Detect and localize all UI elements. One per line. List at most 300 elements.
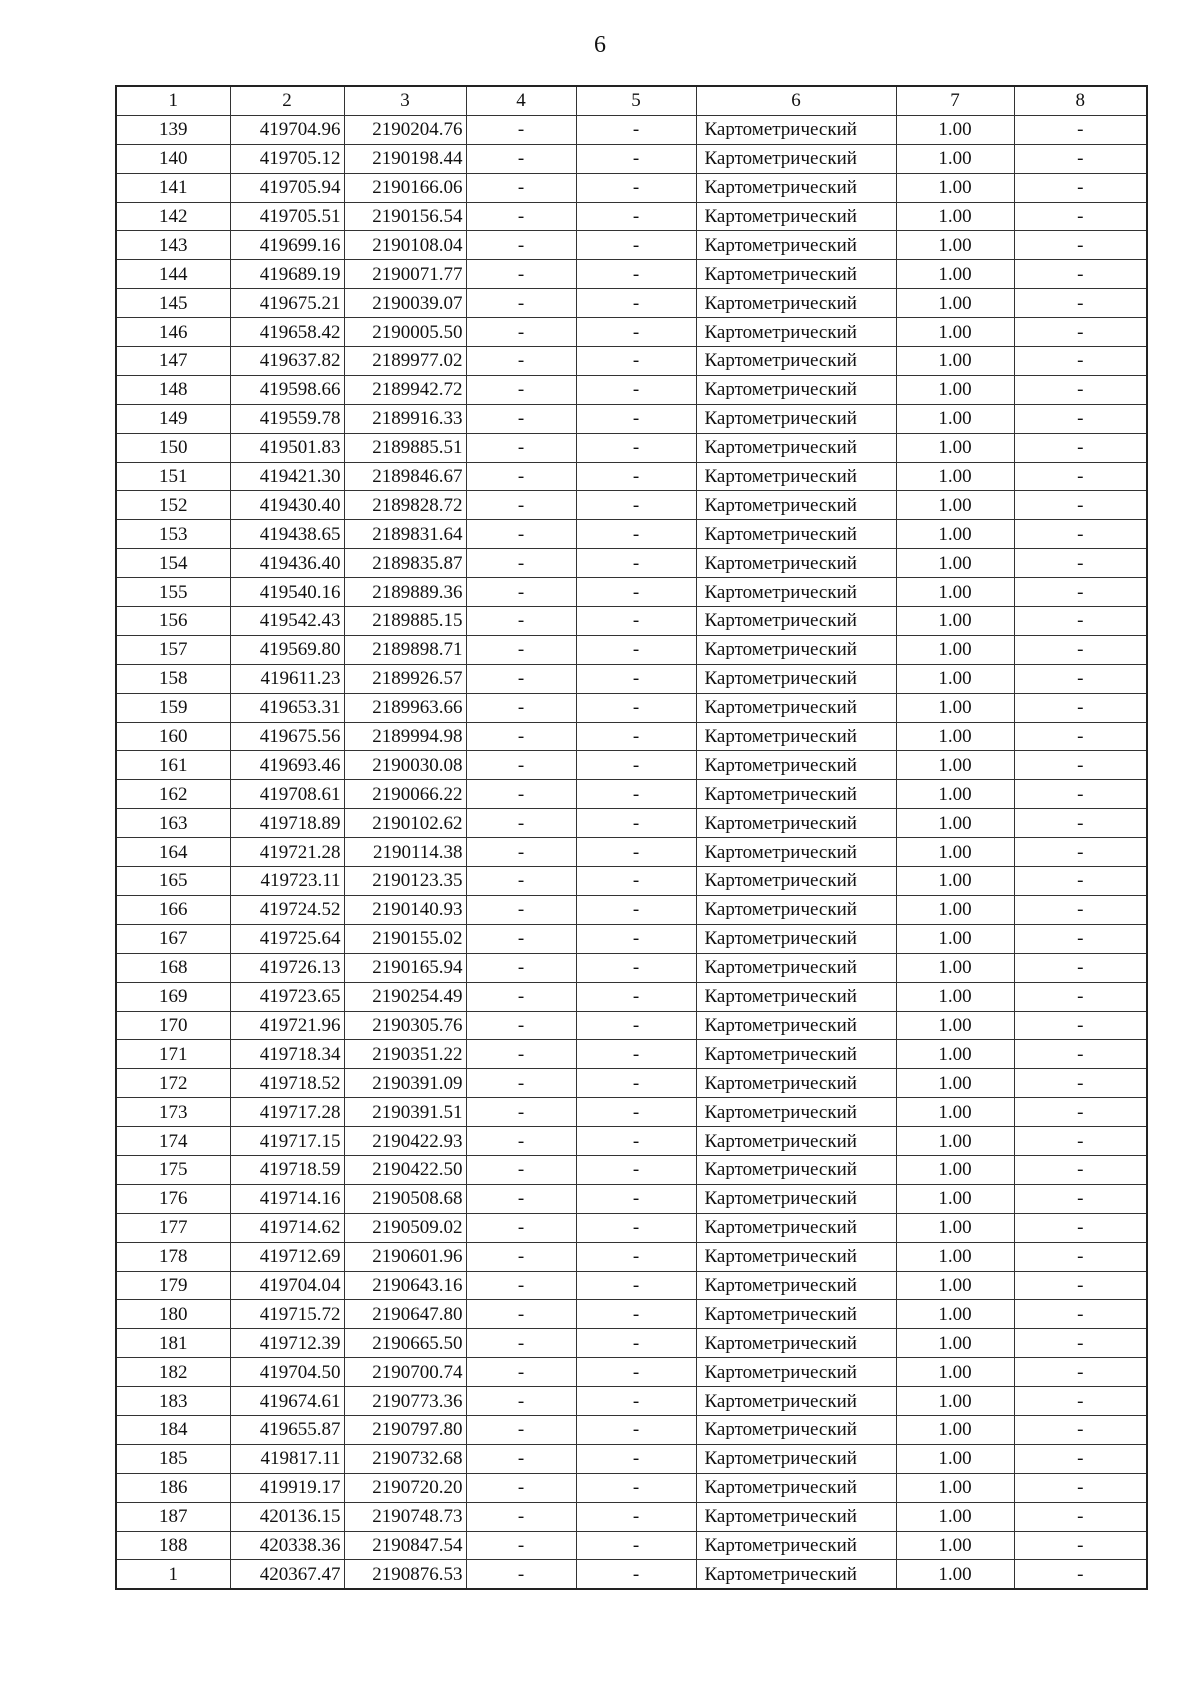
- col5-cell: -: [576, 1098, 696, 1127]
- point-number-cell: 149: [116, 404, 230, 433]
- col4-cell: -: [466, 924, 576, 953]
- method-cell: Картометрический: [696, 549, 896, 578]
- x-coordinate-cell: 419721.28: [230, 838, 344, 867]
- table-row: [116, 1069, 1147, 1098]
- y-coordinate-cell: 2190140.93: [344, 895, 466, 924]
- point-number-cell: 176: [116, 1184, 230, 1213]
- point-number-cell: 186: [116, 1473, 230, 1502]
- table-row: [116, 115, 1147, 144]
- col8-cell: -: [1014, 173, 1147, 202]
- col4-cell: -: [466, 1415, 576, 1444]
- point-number-cell: 167: [116, 924, 230, 953]
- point-number-cell: 139: [116, 115, 230, 144]
- accuracy-cell: 1.00: [896, 780, 1014, 809]
- point-number-cell: 145: [116, 289, 230, 318]
- col4-cell: -: [466, 1040, 576, 1069]
- y-coordinate-cell: 2190797.80: [344, 1415, 466, 1444]
- method-cell: Картометрический: [696, 404, 896, 433]
- col8-cell: -: [1014, 202, 1147, 231]
- x-coordinate-cell: 420367.47: [230, 1560, 344, 1589]
- col5-cell: -: [576, 1444, 696, 1473]
- table-row: [116, 607, 1147, 636]
- table-row: [116, 1473, 1147, 1502]
- col5-cell: -: [576, 1040, 696, 1069]
- method-cell: Картометрический: [696, 1271, 896, 1300]
- col8-cell: -: [1014, 722, 1147, 751]
- col5-cell: -: [576, 202, 696, 231]
- method-cell: Картометрический: [696, 1069, 896, 1098]
- col4-cell: -: [466, 1069, 576, 1098]
- col5-cell: -: [576, 1242, 696, 1271]
- y-coordinate-cell: 2189828.72: [344, 491, 466, 520]
- col4-cell: -: [466, 433, 576, 462]
- method-cell: Картометрический: [696, 173, 896, 202]
- y-coordinate-cell: 2190773.36: [344, 1387, 466, 1416]
- accuracy-cell: 1.00: [896, 462, 1014, 491]
- x-coordinate-cell: 419704.50: [230, 1358, 344, 1387]
- x-coordinate-cell: 419421.30: [230, 462, 344, 491]
- point-number-cell: 164: [116, 838, 230, 867]
- accuracy-cell: 1.00: [896, 1415, 1014, 1444]
- col4-cell: -: [466, 1242, 576, 1271]
- point-number-cell: 143: [116, 231, 230, 260]
- point-number-cell: 188: [116, 1531, 230, 1560]
- col4-cell: -: [466, 173, 576, 202]
- col8-cell: -: [1014, 404, 1147, 433]
- table-row: [116, 751, 1147, 780]
- col5-cell: -: [576, 780, 696, 809]
- col5-cell: -: [576, 1069, 696, 1098]
- accuracy-cell: 1.00: [896, 1040, 1014, 1069]
- point-number-cell: 178: [116, 1242, 230, 1271]
- col8-cell: -: [1014, 780, 1147, 809]
- col5-cell: -: [576, 462, 696, 491]
- y-coordinate-cell: 2190422.50: [344, 1155, 466, 1184]
- accuracy-cell: 1.00: [896, 318, 1014, 347]
- table-row: [116, 549, 1147, 578]
- y-coordinate-cell: 2190305.76: [344, 1011, 466, 1040]
- method-cell: Картометрический: [696, 520, 896, 549]
- x-coordinate-cell: 419723.11: [230, 867, 344, 896]
- method-cell: Картометрический: [696, 1300, 896, 1329]
- col4-cell: -: [466, 375, 576, 404]
- point-number-cell: 184: [116, 1415, 230, 1444]
- col8-cell: -: [1014, 347, 1147, 376]
- y-coordinate-cell: 2190114.38: [344, 838, 466, 867]
- accuracy-cell: 1.00: [896, 375, 1014, 404]
- method-cell: Картометрический: [696, 1127, 896, 1156]
- col8-cell: -: [1014, 924, 1147, 953]
- col8-cell: -: [1014, 1242, 1147, 1271]
- accuracy-cell: 1.00: [896, 231, 1014, 260]
- table-row: [116, 1560, 1147, 1589]
- point-number-cell: 172: [116, 1069, 230, 1098]
- method-cell: Картометрический: [696, 462, 896, 491]
- col8-cell: -: [1014, 1127, 1147, 1156]
- col5-cell: -: [576, 838, 696, 867]
- accuracy-cell: 1.00: [896, 1271, 1014, 1300]
- col5-cell: -: [576, 1358, 696, 1387]
- col8-cell: -: [1014, 578, 1147, 607]
- y-coordinate-cell: 2189831.64: [344, 520, 466, 549]
- point-number-cell: 163: [116, 809, 230, 838]
- point-number-cell: 158: [116, 664, 230, 693]
- y-coordinate-cell: 2189942.72: [344, 375, 466, 404]
- y-coordinate-cell: 2189885.15: [344, 607, 466, 636]
- col4-cell: -: [466, 520, 576, 549]
- point-number-cell: 157: [116, 635, 230, 664]
- method-cell: Картометрический: [696, 1531, 896, 1560]
- accuracy-cell: 1.00: [896, 404, 1014, 433]
- table-row: [116, 289, 1147, 318]
- col5-cell: -: [576, 375, 696, 404]
- table-row: [116, 404, 1147, 433]
- x-coordinate-cell: 419501.83: [230, 433, 344, 462]
- y-coordinate-cell: 2190039.07: [344, 289, 466, 318]
- table-row: [116, 664, 1147, 693]
- y-coordinate-cell: 2190509.02: [344, 1213, 466, 1242]
- table-header-row: [116, 86, 1147, 115]
- method-cell: Картометрический: [696, 491, 896, 520]
- accuracy-cell: 1.00: [896, 924, 1014, 953]
- col4-cell: -: [466, 607, 576, 636]
- col4-cell: -: [466, 635, 576, 664]
- accuracy-cell: 1.00: [896, 1069, 1014, 1098]
- y-coordinate-cell: 2189916.33: [344, 404, 466, 433]
- method-cell: Картометрический: [696, 722, 896, 751]
- point-number-cell: 140: [116, 144, 230, 173]
- x-coordinate-cell: 419717.15: [230, 1127, 344, 1156]
- x-coordinate-cell: 419705.94: [230, 173, 344, 202]
- point-number-cell: 162: [116, 780, 230, 809]
- accuracy-cell: 1.00: [896, 347, 1014, 376]
- y-coordinate-cell: 2190508.68: [344, 1184, 466, 1213]
- point-number-cell: 142: [116, 202, 230, 231]
- y-coordinate-cell: 2189977.02: [344, 347, 466, 376]
- y-coordinate-cell: 2190102.62: [344, 809, 466, 838]
- y-coordinate-cell: 2190165.94: [344, 953, 466, 982]
- col4-cell: -: [466, 780, 576, 809]
- y-coordinate-cell: 2190643.16: [344, 1271, 466, 1300]
- col4-cell: -: [466, 1011, 576, 1040]
- accuracy-cell: 1.00: [896, 1329, 1014, 1358]
- table-row: [116, 1184, 1147, 1213]
- method-cell: Картометрический: [696, 1387, 896, 1416]
- x-coordinate-cell: 419726.13: [230, 953, 344, 982]
- method-cell: Картометрический: [696, 231, 896, 260]
- accuracy-cell: 1.00: [896, 838, 1014, 867]
- accuracy-cell: 1.00: [896, 1098, 1014, 1127]
- y-coordinate-cell: 2190391.51: [344, 1098, 466, 1127]
- col4-cell: -: [466, 895, 576, 924]
- col8-cell: -: [1014, 895, 1147, 924]
- col4-cell: -: [466, 289, 576, 318]
- col8-cell: -: [1014, 809, 1147, 838]
- col8-cell: -: [1014, 1415, 1147, 1444]
- table-row: [116, 520, 1147, 549]
- x-coordinate-cell: 419712.69: [230, 1242, 344, 1271]
- point-number-cell: 155: [116, 578, 230, 607]
- col5-cell: -: [576, 867, 696, 896]
- point-number-cell: 180: [116, 1300, 230, 1329]
- accuracy-cell: 1.00: [896, 1184, 1014, 1213]
- table-row: [116, 1098, 1147, 1127]
- point-number-cell: 152: [116, 491, 230, 520]
- method-cell: Картометрический: [696, 664, 896, 693]
- y-coordinate-cell: 2190254.49: [344, 982, 466, 1011]
- point-number-cell: 159: [116, 693, 230, 722]
- x-coordinate-cell: 419717.28: [230, 1098, 344, 1127]
- col4-cell: -: [466, 838, 576, 867]
- col5-cell: -: [576, 1329, 696, 1358]
- col8-cell: -: [1014, 1502, 1147, 1531]
- x-coordinate-cell: 419718.52: [230, 1069, 344, 1098]
- col4-cell: -: [466, 1444, 576, 1473]
- col8-cell: -: [1014, 231, 1147, 260]
- col4-cell: -: [466, 231, 576, 260]
- header-cell: 6: [696, 86, 896, 115]
- col8-cell: -: [1014, 1358, 1147, 1387]
- col8-cell: -: [1014, 1444, 1147, 1473]
- x-coordinate-cell: 419718.34: [230, 1040, 344, 1069]
- method-cell: Картометрический: [696, 347, 896, 376]
- accuracy-cell: 1.00: [896, 953, 1014, 982]
- col4-cell: -: [466, 693, 576, 722]
- col8-cell: -: [1014, 1213, 1147, 1242]
- table-row: [116, 578, 1147, 607]
- y-coordinate-cell: 2190647.80: [344, 1300, 466, 1329]
- method-cell: Картометрический: [696, 809, 896, 838]
- table-row: [116, 318, 1147, 347]
- x-coordinate-cell: 419705.51: [230, 202, 344, 231]
- method-cell: Картометрический: [696, 1098, 896, 1127]
- y-coordinate-cell: 2190876.53: [344, 1560, 466, 1589]
- x-coordinate-cell: 419723.65: [230, 982, 344, 1011]
- col5-cell: -: [576, 433, 696, 462]
- accuracy-cell: 1.00: [896, 1242, 1014, 1271]
- method-cell: Картометрический: [696, 1242, 896, 1271]
- method-cell: Картометрический: [696, 635, 896, 664]
- table-body: [116, 115, 1147, 1589]
- point-number-cell: 175: [116, 1155, 230, 1184]
- col4-cell: -: [466, 115, 576, 144]
- table-row: [116, 375, 1147, 404]
- method-cell: Картометрический: [696, 433, 896, 462]
- accuracy-cell: 1.00: [896, 433, 1014, 462]
- col4-cell: -: [466, 867, 576, 896]
- table-row: [116, 173, 1147, 202]
- method-cell: Картометрический: [696, 693, 896, 722]
- col5-cell: -: [576, 607, 696, 636]
- x-coordinate-cell: 419708.61: [230, 780, 344, 809]
- table-row: [116, 1213, 1147, 1242]
- accuracy-cell: 1.00: [896, 664, 1014, 693]
- accuracy-cell: 1.00: [896, 809, 1014, 838]
- y-coordinate-cell: 2189963.66: [344, 693, 466, 722]
- y-coordinate-cell: 2190351.22: [344, 1040, 466, 1069]
- col8-cell: -: [1014, 260, 1147, 289]
- method-cell: Картометрический: [696, 318, 896, 347]
- col4-cell: -: [466, 1098, 576, 1127]
- x-coordinate-cell: 419637.82: [230, 347, 344, 376]
- accuracy-cell: 1.00: [896, 1300, 1014, 1329]
- accuracy-cell: 1.00: [896, 1560, 1014, 1589]
- table-row: [116, 1011, 1147, 1040]
- y-coordinate-cell: 2190156.54: [344, 202, 466, 231]
- col5-cell: -: [576, 115, 696, 144]
- table-row: [116, 260, 1147, 289]
- method-cell: Картометрический: [696, 115, 896, 144]
- x-coordinate-cell: 419693.46: [230, 751, 344, 780]
- table-row: [116, 924, 1147, 953]
- col8-cell: -: [1014, 1184, 1147, 1213]
- accuracy-cell: 1.00: [896, 549, 1014, 578]
- point-number-cell: 183: [116, 1387, 230, 1416]
- method-cell: Картометрический: [696, 867, 896, 896]
- point-number-cell: 156: [116, 607, 230, 636]
- point-number-cell: 185: [116, 1444, 230, 1473]
- accuracy-cell: 1.00: [896, 635, 1014, 664]
- col4-cell: -: [466, 318, 576, 347]
- method-cell: Картометрический: [696, 1040, 896, 1069]
- point-number-cell: 177: [116, 1213, 230, 1242]
- y-coordinate-cell: 2189835.87: [344, 549, 466, 578]
- col5-cell: -: [576, 260, 696, 289]
- col8-cell: -: [1014, 693, 1147, 722]
- table-row: [116, 1387, 1147, 1416]
- header-cell: 4: [466, 86, 576, 115]
- col4-cell: -: [466, 1387, 576, 1416]
- method-cell: Картометрический: [696, 144, 896, 173]
- point-number-cell: 1: [116, 1560, 230, 1589]
- accuracy-cell: 1.00: [896, 578, 1014, 607]
- col8-cell: -: [1014, 1155, 1147, 1184]
- point-number-cell: 187: [116, 1502, 230, 1531]
- method-cell: Картометрический: [696, 1444, 896, 1473]
- col5-cell: -: [576, 1271, 696, 1300]
- x-coordinate-cell: 419724.52: [230, 895, 344, 924]
- point-number-cell: 165: [116, 867, 230, 896]
- table-row: [116, 347, 1147, 376]
- col5-cell: -: [576, 1184, 696, 1213]
- col5-cell: -: [576, 895, 696, 924]
- col5-cell: -: [576, 144, 696, 173]
- col4-cell: -: [466, 260, 576, 289]
- header-cell: 3: [344, 86, 466, 115]
- point-number-cell: 169: [116, 982, 230, 1011]
- y-coordinate-cell: 2190422.93: [344, 1127, 466, 1156]
- col5-cell: -: [576, 1300, 696, 1329]
- accuracy-cell: 1.00: [896, 1473, 1014, 1502]
- method-cell: Картометрический: [696, 1473, 896, 1502]
- col8-cell: -: [1014, 549, 1147, 578]
- x-coordinate-cell: 419704.96: [230, 115, 344, 144]
- table-row: [116, 635, 1147, 664]
- accuracy-cell: 1.00: [896, 982, 1014, 1011]
- y-coordinate-cell: 2190748.73: [344, 1502, 466, 1531]
- col5-cell: -: [576, 520, 696, 549]
- col8-cell: -: [1014, 751, 1147, 780]
- table-row: [116, 1155, 1147, 1184]
- y-coordinate-cell: 2189889.36: [344, 578, 466, 607]
- col4-cell: -: [466, 202, 576, 231]
- col4-cell: -: [466, 1155, 576, 1184]
- col8-cell: -: [1014, 144, 1147, 173]
- point-number-cell: 182: [116, 1358, 230, 1387]
- accuracy-cell: 1.00: [896, 260, 1014, 289]
- accuracy-cell: 1.00: [896, 1444, 1014, 1473]
- accuracy-cell: 1.00: [896, 1011, 1014, 1040]
- header-cell: 7: [896, 86, 1014, 115]
- accuracy-cell: 1.00: [896, 520, 1014, 549]
- x-coordinate-cell: 419675.21: [230, 289, 344, 318]
- point-number-cell: 160: [116, 722, 230, 751]
- point-number-cell: 144: [116, 260, 230, 289]
- col8-cell: -: [1014, 982, 1147, 1011]
- method-cell: Картометрический: [696, 1011, 896, 1040]
- y-coordinate-cell: 2189885.51: [344, 433, 466, 462]
- col8-cell: -: [1014, 1098, 1147, 1127]
- col5-cell: -: [576, 751, 696, 780]
- col8-cell: -: [1014, 318, 1147, 347]
- table-row: [116, 1040, 1147, 1069]
- y-coordinate-cell: 2190066.22: [344, 780, 466, 809]
- accuracy-cell: 1.00: [896, 202, 1014, 231]
- y-coordinate-cell: 2190108.04: [344, 231, 466, 260]
- table-row: [116, 491, 1147, 520]
- table-row: [116, 1358, 1147, 1387]
- table-row: [116, 722, 1147, 751]
- point-number-cell: 147: [116, 347, 230, 376]
- col4-cell: -: [466, 1300, 576, 1329]
- col5-cell: -: [576, 1560, 696, 1589]
- x-coordinate-cell: 419817.11: [230, 1444, 344, 1473]
- y-coordinate-cell: 2190391.09: [344, 1069, 466, 1098]
- accuracy-cell: 1.00: [896, 1531, 1014, 1560]
- y-coordinate-cell: 2190198.44: [344, 144, 466, 173]
- col4-cell: -: [466, 664, 576, 693]
- table-row: [116, 1300, 1147, 1329]
- x-coordinate-cell: 419655.87: [230, 1415, 344, 1444]
- table-row: [116, 867, 1147, 896]
- col5-cell: -: [576, 982, 696, 1011]
- accuracy-cell: 1.00: [896, 1502, 1014, 1531]
- col4-cell: -: [466, 491, 576, 520]
- col4-cell: -: [466, 1473, 576, 1502]
- y-coordinate-cell: 2190665.50: [344, 1329, 466, 1358]
- col8-cell: -: [1014, 1531, 1147, 1560]
- col8-cell: -: [1014, 953, 1147, 982]
- point-number-cell: 173: [116, 1098, 230, 1127]
- point-number-cell: 170: [116, 1011, 230, 1040]
- x-coordinate-cell: 419430.40: [230, 491, 344, 520]
- col5-cell: -: [576, 347, 696, 376]
- col4-cell: -: [466, 578, 576, 607]
- accuracy-cell: 1.00: [896, 1358, 1014, 1387]
- header-cell: 1: [116, 86, 230, 115]
- method-cell: Картометрический: [696, 1560, 896, 1589]
- col8-cell: -: [1014, 1300, 1147, 1329]
- x-coordinate-cell: 420338.36: [230, 1531, 344, 1560]
- col8-cell: -: [1014, 607, 1147, 636]
- method-cell: Картометрический: [696, 375, 896, 404]
- col8-cell: -: [1014, 1011, 1147, 1040]
- method-cell: Картометрический: [696, 1358, 896, 1387]
- table-row: [116, 895, 1147, 924]
- x-coordinate-cell: 419714.62: [230, 1213, 344, 1242]
- col4-cell: -: [466, 1329, 576, 1358]
- col8-cell: -: [1014, 635, 1147, 664]
